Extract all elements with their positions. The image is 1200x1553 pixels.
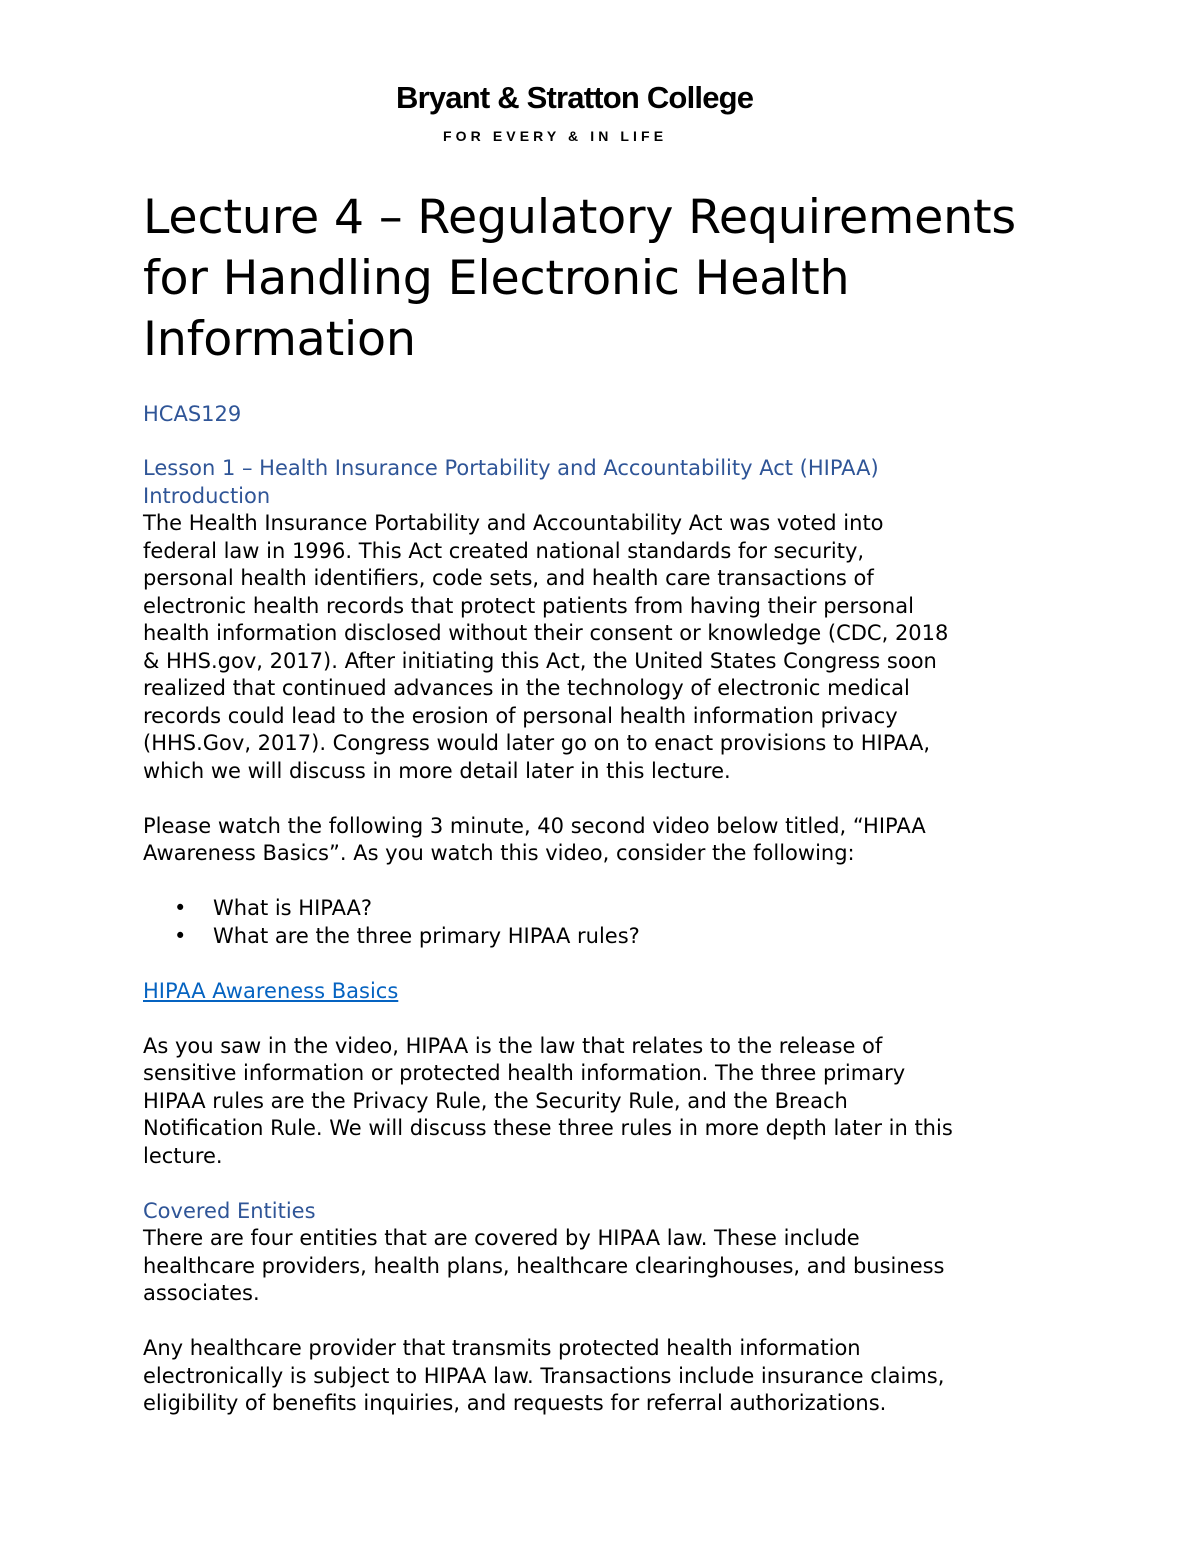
paragraph-line: associates. xyxy=(143,1281,260,1305)
paragraph-line: realized that continued advances in the technology of electronic medical xyxy=(143,676,910,700)
lesson-heading-line: Introduction xyxy=(143,483,271,508)
paragraph-line: federal law in 1996. This Act created national standards for security, xyxy=(143,538,865,563)
paragraph-line: Notification Rule. We will discuss these three rules in more depth later in this xyxy=(143,1116,953,1140)
question-text: What are the three primary HIPAA rules? xyxy=(213,923,640,948)
logo-tagline: FOR EVERY & IN LIFE xyxy=(443,128,668,144)
summary-paragraph xyxy=(143,1033,1078,1171)
paragraph-line: sensitive information or protected health information. The three primary xyxy=(143,1061,906,1085)
video-instructions-paragraph xyxy=(143,813,1078,868)
paragraph-line: healthcare providers, health plans, healthcare clearinghouses, and business xyxy=(143,1253,945,1278)
paragraph-line: which we will discuss in more detail later in this lecture. xyxy=(143,758,731,783)
intro-paragraph xyxy=(143,510,1078,785)
provider-paragraph xyxy=(143,1335,1078,1418)
paragraph-line: eligibility of benefits inquiries, and requests for referral authorizations. xyxy=(143,1391,887,1415)
list-item xyxy=(143,895,1078,923)
question-list xyxy=(143,895,1078,950)
paragraph-line: & HHS.gov, 2017). After initiating this Act, the United States Congress soon xyxy=(143,648,937,673)
paragraph-line: health information disclosed without their consent or knowledge (CDC, 2018 xyxy=(143,621,949,645)
question-text: What is HIPAA? xyxy=(213,896,373,920)
paragraph-line: lecture. xyxy=(143,1143,223,1168)
course-code: HCAS129 xyxy=(143,402,242,426)
paragraph-line: Awareness Basics”. As you watch this video, consider the following: xyxy=(143,841,855,865)
video-link[interactable]: HIPAA Awareness Basics xyxy=(143,978,399,1003)
paragraph-line: The Health Insurance Portability and Accountability Act was voted into xyxy=(143,511,884,535)
bullet-icon: • xyxy=(174,923,187,948)
paragraph-line: records could lead to the erosion of personal health information privacy xyxy=(143,703,898,728)
paragraph-line: Please watch the following 3 minute, 40 second video below titled, “HIPAA xyxy=(143,813,926,838)
logo-college-name: Bryant & Stratton College xyxy=(396,80,754,115)
covered-entities-heading: Covered Entities xyxy=(143,1198,316,1223)
title-line: Lecture 4 – Regulatory Requirements xyxy=(143,190,1016,245)
paragraph-line: electronic health records that protect patients from having their personal xyxy=(143,593,914,618)
paragraph-line: personal health identifiers, code sets, and health care transactions of xyxy=(143,566,874,590)
lesson-heading-line: Lesson 1 – Health Insurance Portability and Accountability Act (HIPAA) xyxy=(143,456,879,480)
paragraph-line: As you saw in the video, HIPAA is the law that relates to the release of xyxy=(143,1033,883,1058)
paragraph-line: electronically is subject to HIPAA law. Transactions include insurance claims, xyxy=(143,1363,945,1388)
page-title xyxy=(143,187,1078,370)
list-item xyxy=(143,923,1078,951)
paragraph-line: Any healthcare provider that transmits protected health information xyxy=(143,1336,861,1360)
entities-paragraph xyxy=(143,1225,1078,1308)
paragraph-line: There are four entities that are covered by HIPAA law. These include xyxy=(143,1226,860,1250)
paragraph-line: (HHS.Gov, 2017). Congress would later go on to enact provisions to HIPAA, xyxy=(143,731,931,755)
title-line: for Handling Electronic Health xyxy=(143,251,850,306)
paragraph-line: HIPAA rules are the Privacy Rule, the Security Rule, and the Breach xyxy=(143,1088,848,1113)
bullet-icon: • xyxy=(174,896,187,920)
document-body xyxy=(143,187,1078,1418)
lesson-heading xyxy=(143,455,1078,510)
title-line: Information xyxy=(143,312,416,367)
